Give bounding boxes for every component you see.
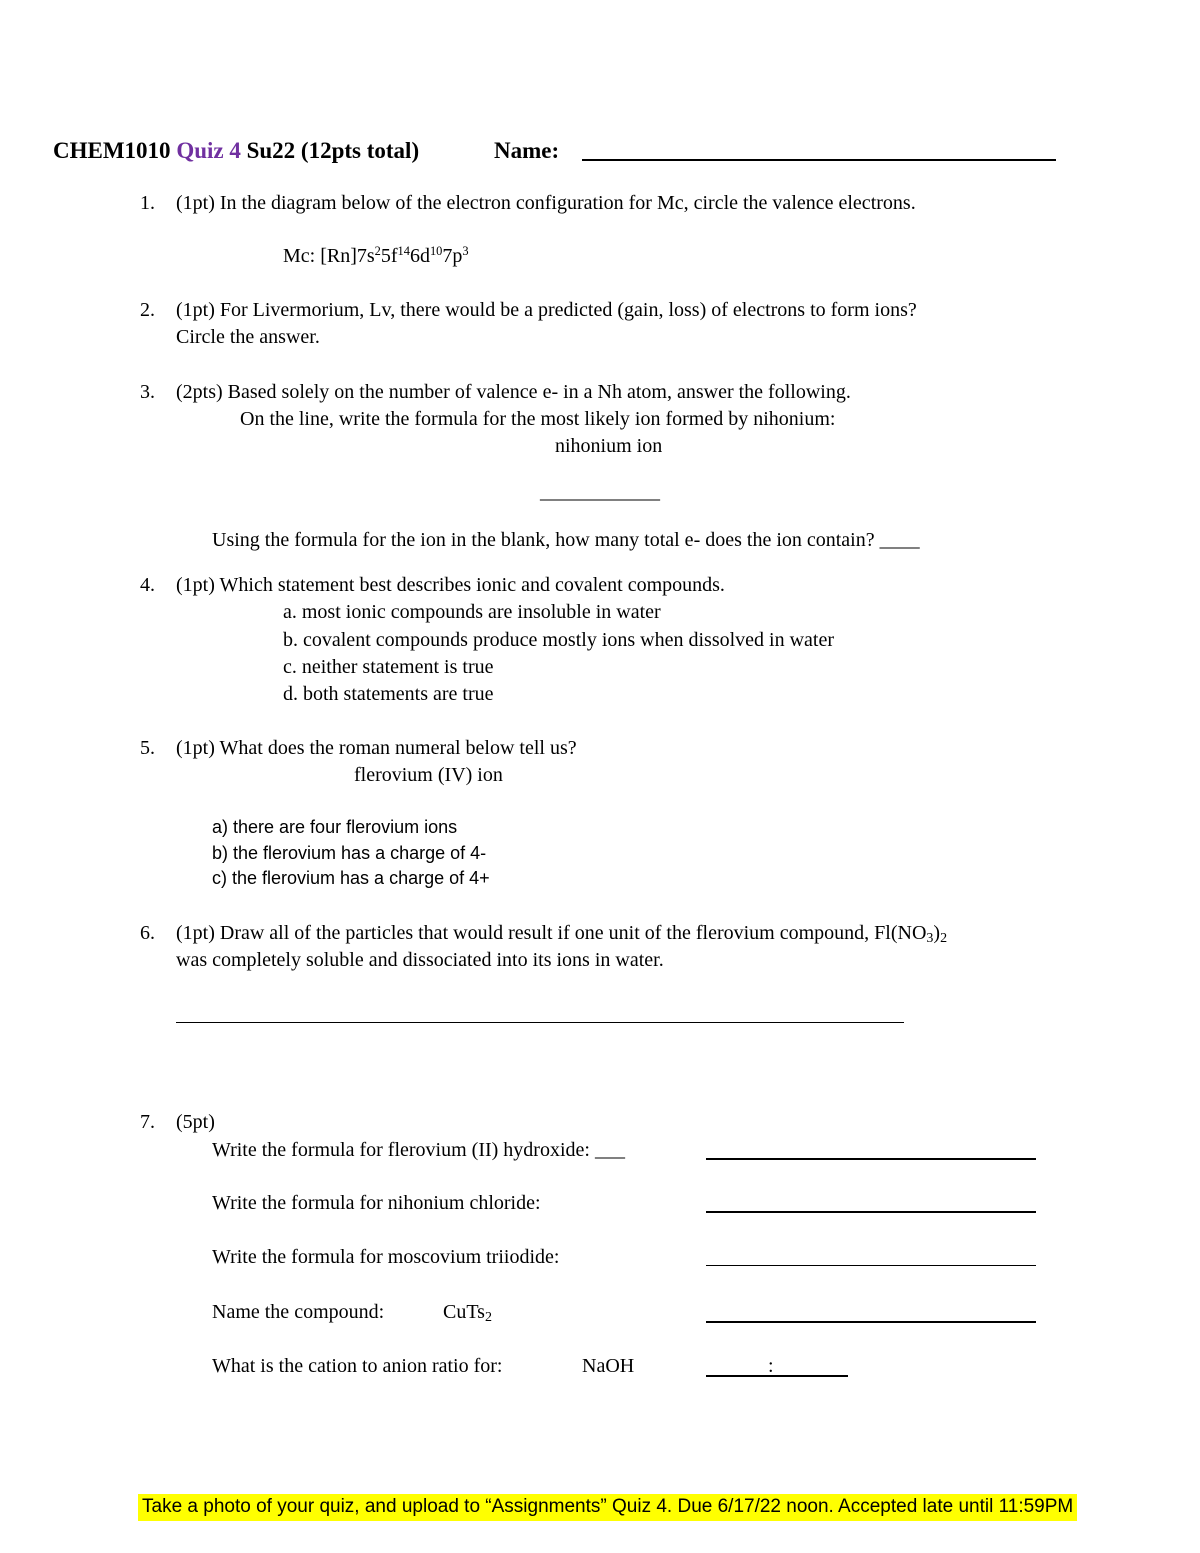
q6-answer-line[interactable] [176, 1004, 904, 1023]
q7-row2-label: Write the formula for nihonium chloride: [212, 1192, 541, 1214]
q2-line1: (1pt) For Livermorium, Lv, there would be a predicted (gain, loss) of electrons to form ions? [176, 299, 917, 321]
q7-row5-label: What is the cation to anion ratio for: [212, 1355, 503, 1377]
q3-line3: nihonium ion [555, 435, 663, 457]
q5-option-c[interactable]: c) the flerovium has a charge of 4+ [212, 868, 490, 888]
name-field[interactable] [582, 139, 1056, 161]
q3-number: 3. [140, 381, 155, 403]
footer-instructions: Take a photo of your quiz, and upload to “Assignments” Quiz 4. Due 6/17/22 noon. Accepted late until 11:59PM [138, 1494, 1077, 1521]
q7-row4-label: Name the compound: [212, 1301, 385, 1323]
q7-row1-answer-line[interactable] [706, 1140, 1036, 1160]
q4-option-c[interactable]: c. neither statement is true [283, 656, 494, 678]
q2-number: 2. [140, 299, 155, 321]
q2-line2: Circle the answer. [176, 326, 320, 348]
q4-number: 4. [140, 574, 155, 596]
q7-number: 7. [140, 1111, 155, 1133]
q7-row5-formula: NaOH [582, 1355, 635, 1377]
q4-text: (1pt) Which statement best describes ionic and covalent compounds. [176, 574, 725, 596]
q7-row2-answer-line[interactable] [706, 1193, 1036, 1213]
q7-row5-colon: : [768, 1355, 774, 1377]
q1-electron-config[interactable]: Mc: $[Rn]7s^25f^{14}6d^{10}7p^3$ [283, 244, 469, 267]
q7-row4-formula: CuTs$_2$ [443, 1301, 492, 1325]
q7-row5-ratio-line[interactable] [706, 1356, 848, 1377]
q3-line2: On the line, write the formula for the most likely ion formed by nihonium: [240, 408, 836, 430]
q7-row1-label: Write the formula for flerovium (II) hydroxide: ___ [212, 1139, 625, 1161]
q7-row4-answer-line[interactable] [706, 1302, 1036, 1323]
q6-line1: (1pt) Draw all of the particles that would result if one unit of the flerovium compound, $Fl(NO_3)_2$ [176, 922, 948, 946]
q7-row3-label: Write the formula for moscovium triiodide: [212, 1246, 560, 1268]
q1-text: (1pt) In the diagram below of the electron configuration for Mc, circle the valence electrons. [176, 192, 916, 214]
quiz-number: Quiz 4 [176, 138, 241, 163]
q6-number: 6. [140, 922, 155, 944]
q1-number: 1. [140, 192, 155, 214]
q5-text: (1pt) What does the roman numeral below tell us? [176, 737, 577, 759]
q5-number: 5. [140, 737, 155, 759]
q4-option-b[interactable]: b. covalent compounds produce mostly ions when dissolved in water [283, 629, 835, 651]
term-points: Su22 (12pts total) [246, 138, 420, 163]
q7-points: (5pt) [176, 1111, 215, 1133]
q5-option-a[interactable]: a) there are four flerovium ions [212, 817, 458, 837]
q4-option-d[interactable]: d. both statements are true [283, 683, 494, 705]
course-code: CHEM1010 [53, 138, 171, 163]
q5-subject: flerovium (IV) ion [354, 764, 503, 786]
quiz-title [53, 139, 419, 162]
q7-row3-answer-line[interactable] [706, 1247, 1036, 1266]
q3-line4[interactable]: Using the formula for the ion in the blank, how many total e- does the ion contain? ____ [212, 529, 920, 551]
q3-ion-blank[interactable]: ____________ [540, 481, 660, 503]
q3-line1: (2pts) Based solely on the number of valence e- in a Nh atom, answer the following. [176, 381, 851, 403]
q4-option-a[interactable]: a. most ionic compounds are insoluble in water [283, 601, 661, 623]
name-label: Name: [494, 138, 560, 163]
q5-option-b[interactable]: b) the flerovium has a charge of 4- [212, 843, 487, 863]
q6-line2: was completely soluble and dissociated into its ions in water. [176, 949, 664, 971]
